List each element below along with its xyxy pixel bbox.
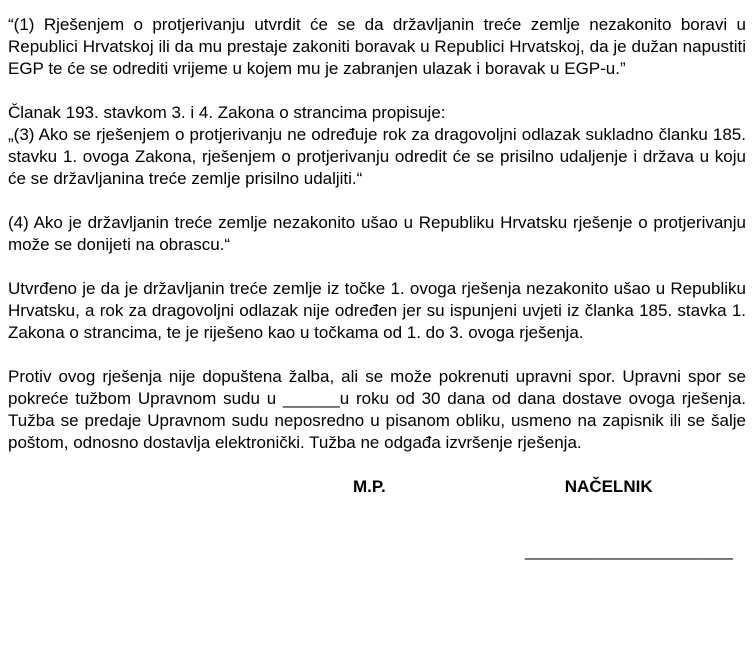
paragraph-legal-remedy: Protiv ovog rješenja nije dopuštena žalba, ali se može pokrenuti upravni spor. Upravni spor se pokreće tužbom Upravnom sudu u ______u roku od 30 dana od dana dostave ovoga rješenja. Tužba se predaje Upravnom sudu neposredno u pisanom obliku, usmeno na zapisnik ili se šalje poštom, odnosno dostavlja elektronički. Tužba ne odgađa izvršenje rješenja. <box>8 367 746 452</box>
signature-line: ______________________ <box>524 541 733 560</box>
signatory-title-label: NAČELNIK <box>564 477 653 496</box>
paragraph-quoted-provision-3: „(3) Ako se rješenjem o protjerivanju ne određuje rok za dragovoljni odlazak sukladno članku 185. stavku 1. ovoga Zakona, rješenjem o protjerivanju odredit će se prisilno udaljenje i država u koju će se državljanina treće zemlje prisilno udaljiti.“ <box>8 125 746 188</box>
paragraph-quoted-provision-4: (4) Ako je državljanin treće zemlje nezakonito ušao u Republiku Hrvatsku rješenje o protjerivanju može se donijeti na obrascu.“ <box>8 213 746 254</box>
signature-line-row <box>8 540 746 562</box>
paragraph-article-193-intro: Članak 193. stavkom 3. i 4. Zakona o strancima propisuje: <box>8 103 446 122</box>
paragraph-findings: Utvrđeno je da je državljanin treće zemlje iz točke 1. ovoga rješenja nezakonito ušao u Republiku Hrvatsku, a rok za dragovoljni odlazak nije određen jer su ispunjeni uvjeti iz članka 185. stavka 1. Zakona o strancima, te je riješeno kao u točkama od 1. do 3. ovoga rješenja. <box>8 279 746 342</box>
paragraph-quoted-provision-1: “(1) Rješenjem o protjerivanju utvrdit će se da državljanin treće zemlje nezakonito boravi u Republici Hrvatskoj ili da mu prestaje zakoniti boravak u Republici Hrvatskoj, da je dužan napustiti EGP te će se odrediti vrijeme u kojem mu je zabranjen ulazak i boravak u EGP-u.” <box>8 15 746 78</box>
signature-header-row <box>8 476 746 498</box>
stamp-placeholder-label: M.P. <box>353 477 386 496</box>
